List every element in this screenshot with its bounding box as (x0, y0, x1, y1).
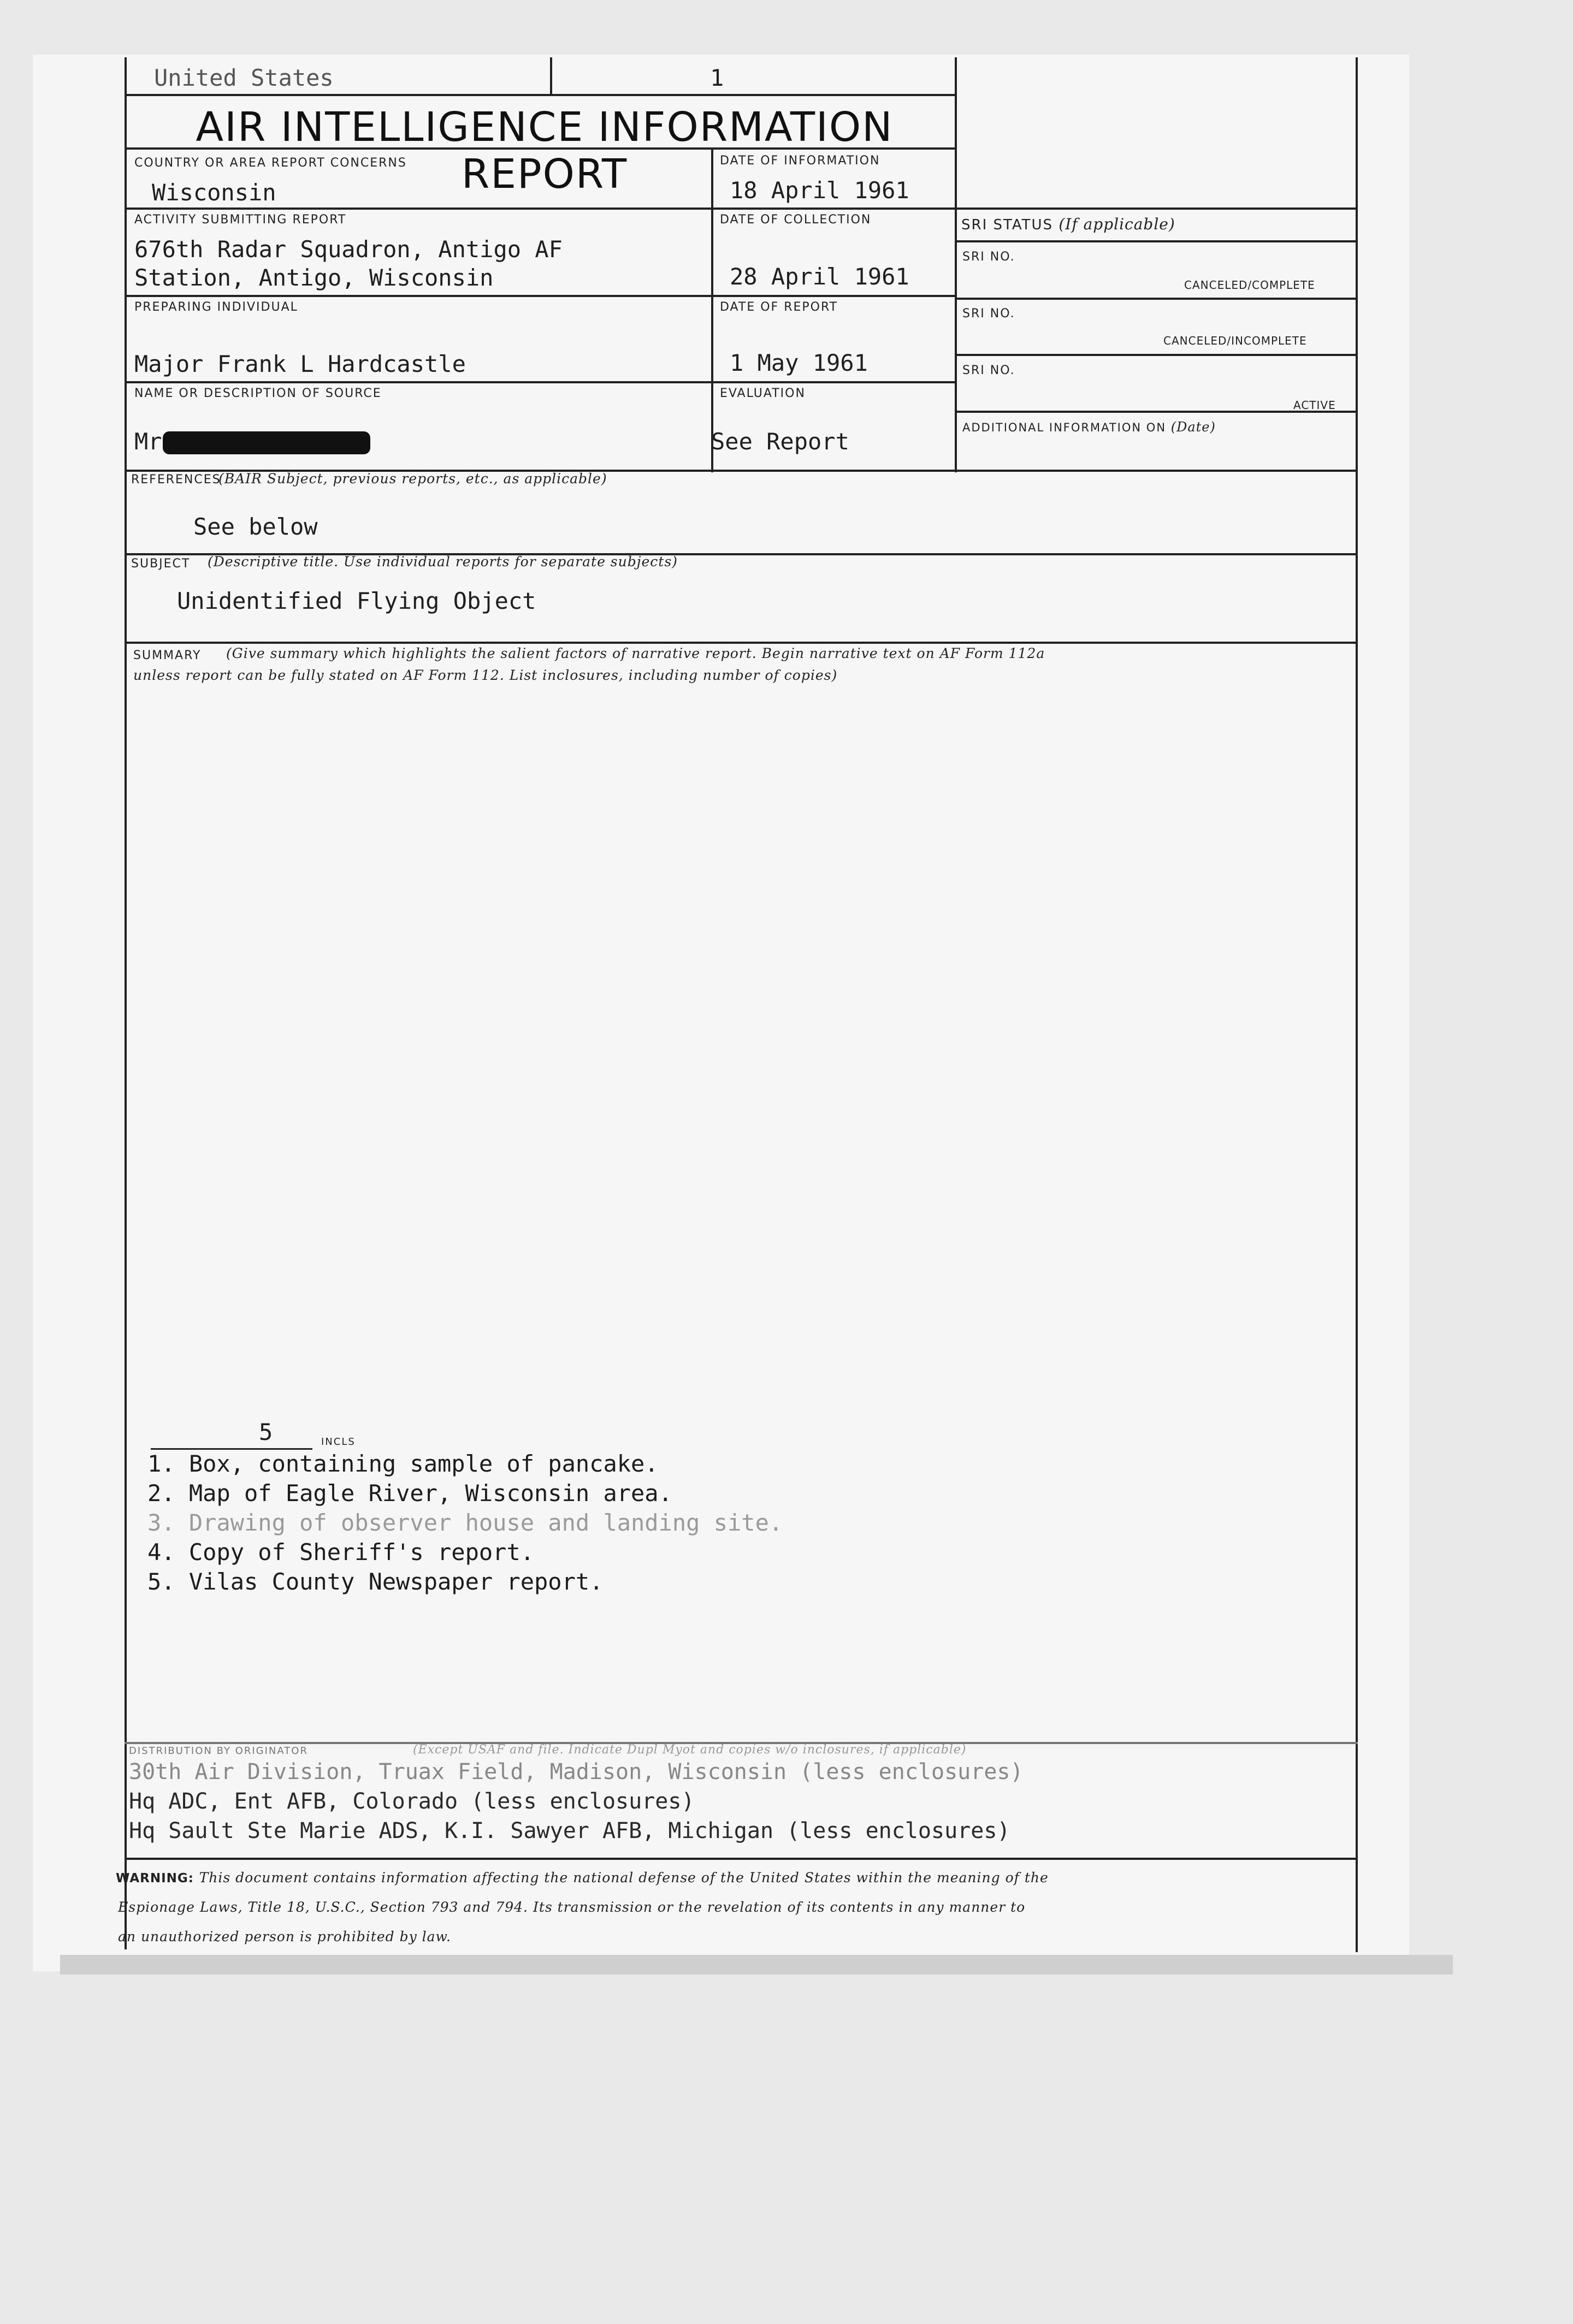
rule-sri-status (957, 240, 1358, 242)
source-redaction (163, 431, 370, 454)
warning-text-1: This document contains information affecting the national defense of the United States within the meaning of the (199, 1870, 1049, 1886)
summary-note-2: unless report can be fully stated on AF Form 112. List inclosures, including number of copies) (133, 667, 838, 683)
inclosure-item-4: 4. Copy of Sheriff's report. (147, 1539, 535, 1566)
distribution-line-2: Hq ADC, Ent AFB, Colorado (less enclosures) (129, 1789, 695, 1814)
date-collection-label: DATE OF COLLECTION (720, 213, 872, 227)
inclosure-item-2: 2. Map of Eagle River, Wisconsin area. (147, 1480, 672, 1507)
inclosure-item-5: 5. Vilas County Newspaper report. (147, 1568, 604, 1595)
inclosures-count-line (151, 1448, 312, 1450)
activity-label: ACTIVITY SUBMITTING REPORT (134, 213, 347, 227)
rule-sri-2 (957, 354, 1358, 356)
rule-row1 (125, 208, 1358, 210)
rule-warning (125, 1858, 1358, 1860)
sri-status-note: (If applicable) (1058, 215, 1175, 233)
page-bottom-shadow (60, 1955, 1453, 1975)
form-left-border (125, 57, 127, 1949)
distribution-line-1: 30th Air Division, Truax Field, Madison, Wisconsin (less enclosures) (129, 1759, 1024, 1784)
sri-additional-label (962, 419, 1216, 435)
date-info-value: 18 April 1961 (730, 177, 909, 204)
country-value: United States (154, 64, 334, 91)
inclosure-item-3: 3. Drawing of observer house and landing site. (147, 1509, 783, 1536)
inclosures-count: 5 (259, 1419, 273, 1445)
warning-line-1 (116, 1870, 1049, 1886)
sri-no-3: SRI NO. (962, 364, 1015, 377)
subject-value: Unidentified Flying Object (177, 588, 536, 614)
rule-top-country (125, 94, 957, 96)
warning-text-2: Espionage Laws, Title 18, U.S.C., Section 793 and 794. Its transmission or the revelation of its contents in any manner to (118, 1899, 1026, 1915)
date-report-value: 1 May 1961 (730, 349, 868, 376)
report-title: AIR INTELLIGENCE INFORMATION REPORT (196, 104, 894, 198)
country-area-label: COUNTRY OR AREA REPORT CONCERNS (134, 156, 407, 170)
summary-label: SUMMARY (133, 649, 202, 662)
references-note: (BAIR Subject, previous reports, etc., as applicable) (218, 471, 607, 487)
evaluation-value: See Report (711, 428, 849, 455)
distribution-note: (Except USAF and file. Indicate Dupl Myot and copies w/o inclosures, if applicable) (413, 1743, 967, 1757)
rule-subject (125, 642, 1358, 644)
sri-status-text: SRI STATUS (961, 217, 1054, 233)
page-number: 1 (710, 64, 724, 91)
sri-canceled-incomplete: CANCELED/INCOMPLETE (1163, 334, 1307, 347)
subject-label: SUBJECT (131, 557, 191, 571)
rule-row3 (125, 381, 957, 383)
distribution-line-3: Hq Sault Ste Marie ADS, K.I. Sawyer AFB, Michigan (less enclosures) (129, 1818, 1010, 1843)
warning-text-3: an unauthorized person is prohibited by law. (118, 1929, 451, 1944)
activity-line2: Station, Antigo, Wisconsin (134, 264, 494, 291)
references-value: See below (193, 513, 318, 540)
rule-sri-1 (957, 298, 1358, 300)
distribution-label: DISTRIBUTION BY ORIGINATOR (129, 1745, 308, 1757)
form-right-border (1356, 57, 1358, 1952)
summary-note-1: (Give summary which highlights the salient factors of narrative report. Begin narrative text on AF Form 112a (226, 645, 1045, 661)
preparing-value: Major Frank L Hardcastle (134, 351, 466, 377)
sri-no-1: SRI NO. (962, 250, 1015, 264)
warning-label: WARNING: (116, 1871, 194, 1886)
sri-canceled-complete: CANCELED/COMPLETE (1184, 278, 1315, 292)
sri-no-2: SRI NO. (962, 307, 1015, 321)
sri-status-label (961, 215, 1175, 233)
inclosure-item-1: 1. Box, containing sample of pancake. (147, 1450, 659, 1477)
date-collection-value: 28 April 1961 (730, 263, 909, 290)
sri-additional-text: ADDITIONAL INFORMATION ON (962, 421, 1167, 434)
subject-note: (Descriptive title. Use individual reports for separate subjects) (208, 554, 678, 570)
references-label: REFERENCES (131, 473, 221, 487)
country-divider (550, 57, 552, 96)
date-report-label: DATE OF REPORT (720, 300, 838, 314)
source-value: Mr (134, 428, 162, 455)
preparing-label: PREPARING INDIVIDUAL (134, 300, 298, 314)
header-right-border (955, 57, 957, 472)
source-label: NAME OR DESCRIPTION OF SOURCE (134, 387, 382, 400)
rule-row2 (125, 295, 957, 297)
sri-additional-note: (Date) (1170, 419, 1216, 435)
activity-line1: 676th Radar Squadron, Antigo AF (134, 236, 563, 263)
sri-active: ACTIVE (1293, 399, 1336, 412)
date-info-label: DATE OF INFORMATION (720, 154, 880, 168)
country-area-value: Wisconsin (152, 179, 276, 206)
evaluation-label: EVALUATION (720, 387, 806, 400)
inclosures-label: INCLS (321, 1436, 356, 1448)
